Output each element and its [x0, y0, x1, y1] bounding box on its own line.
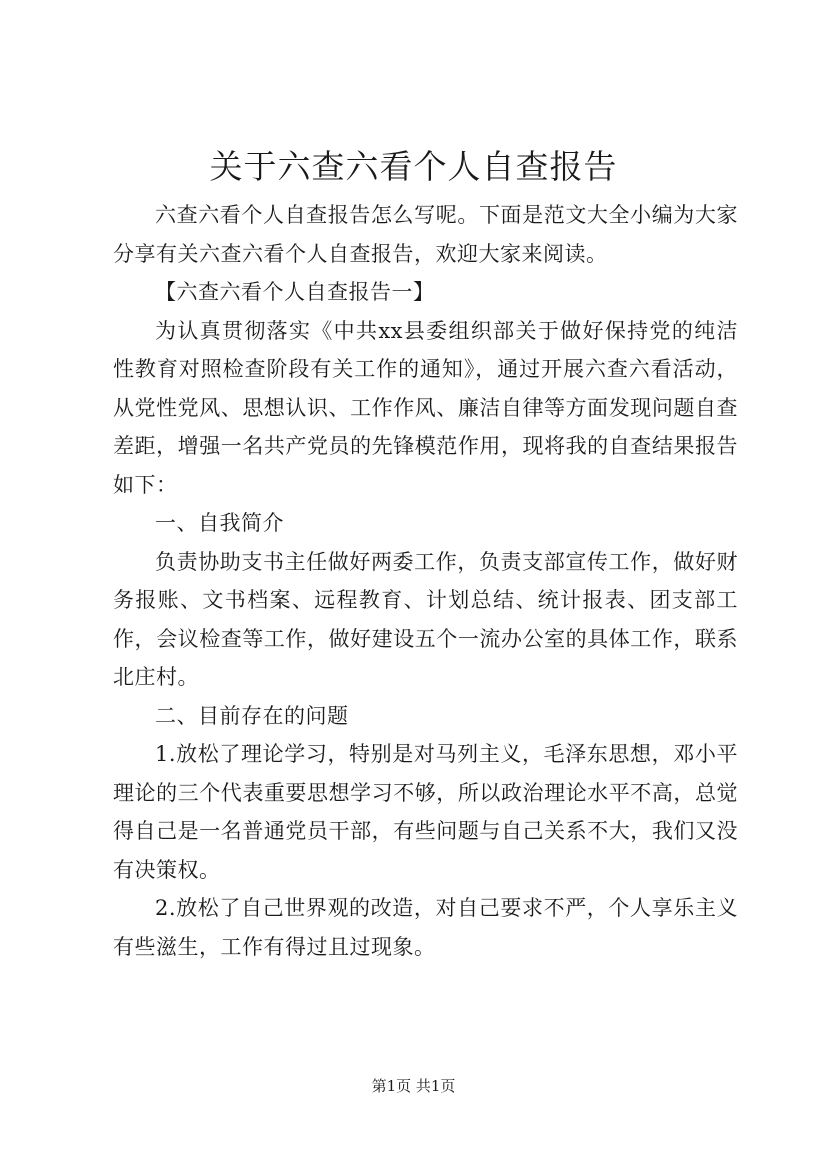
page-footer: 第1页 共1页 — [371, 1077, 456, 1095]
section-heading-report-one: 【六查六看个人自查报告一】 — [155, 280, 435, 304]
section-heading-problems: 二、目前存在的问题 — [155, 703, 349, 728]
paragraph-purpose: 为认真贯彻落实《中共xx县委组织部关于做好保持党的纯洁性教育对照检查阶段有关工作的通知》，通过开展六查六看活动，从党性党风、思想认识、工作作风、廉洁自律等方面发现问题自查差距，增强一名共产党员的先锋模范作用，现将我的自查结果报告如下： — [113, 318, 738, 497]
paragraph-problem-2: 2.放松了自己世界观的改造，对自己要求不严，个人享乐主义有些滋生，工作有得过且过现象。 — [113, 896, 738, 959]
paragraph-intro: 六查六看个人自查报告怎么写呢。下面是范文大全小编为大家分享有关六查六看个人自查报告，欢迎大家来阅读。 — [113, 203, 738, 266]
section-heading-self-intro: 一、自我简介 — [155, 511, 284, 535]
paragraph-problem-1: 1.放松了理论学习，特别是对马列主义，毛泽东思想，邓小平理论的三个代表重要思想学习不够，所以政治理论水平不高，总觉得自己是一名普通党员干部，有些问题与自己关系不大，我们又没有决策权。 — [113, 742, 738, 882]
document-body — [113, 196, 738, 966]
paragraph-responsibilities: 负责协助支书主任做好两委工作，负责支部宣传工作，做好财务报账、文书档案、远程教育、计划总结、统计报表、团支部工作，会议检查等工作，做好建设五个一流办公室的具体工作，联系北庄村。 — [113, 549, 738, 689]
document-title: 关于六查六看个人自查报告 — [209, 147, 618, 186]
